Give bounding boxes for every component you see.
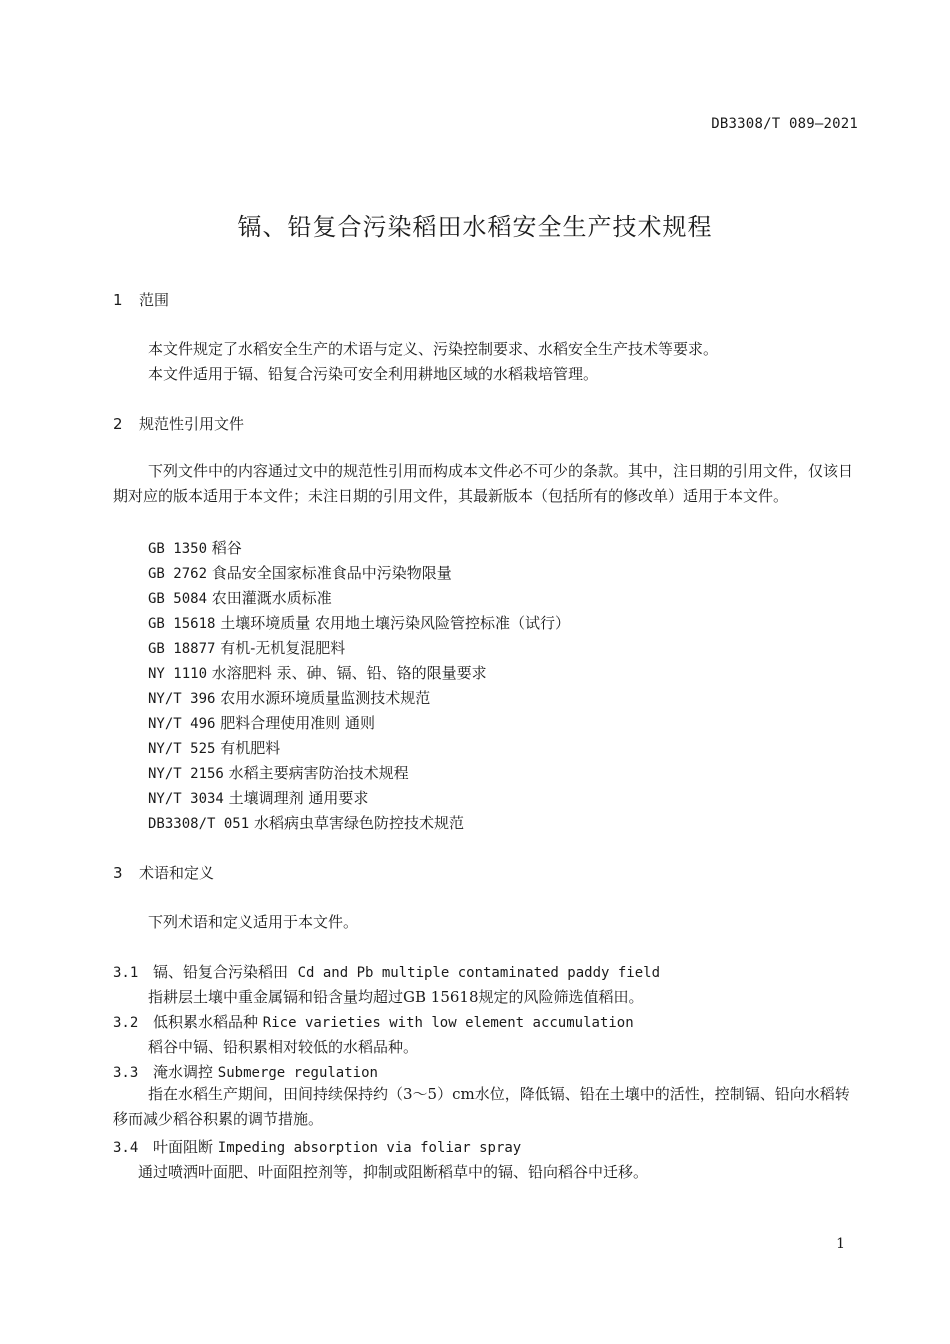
reference-title: 水溶肥料 汞、砷、镉、铅、铬的限量要求 — [211, 664, 487, 682]
document-title: 镉、铅复合污染稻田水稻安全生产技术规程 — [237, 213, 713, 241]
term-number: 3.1 — [113, 965, 139, 981]
reference-item — [148, 812, 464, 833]
paragraph: 本文件规定了水稻安全生产的术语与定义、污染控制要求、水稻安全生产技术等要求。 — [148, 340, 719, 358]
reference-item — [148, 562, 452, 583]
term-entry — [113, 1011, 634, 1032]
term-chinese: 淹水调控 — [153, 1063, 214, 1081]
reference-code: NY 1110 — [148, 666, 208, 682]
reference-title: 农用水源环境质量监测技术规范 — [220, 689, 431, 707]
reference-title: 稻谷 — [211, 539, 242, 557]
reference-title: 农田灌溉水质标准 — [211, 589, 332, 607]
section-title: 术语和定义 — [139, 864, 215, 882]
reference-item — [148, 612, 570, 633]
term-entry — [113, 1061, 378, 1082]
paragraph: 下列术语和定义适用于本文件。 — [148, 913, 359, 931]
section-number: 3 — [113, 864, 123, 882]
term-entry — [113, 961, 660, 982]
reference-item — [148, 737, 280, 758]
reference-code: DB3308/T 051 — [148, 816, 250, 832]
reference-code: NY/T 2156 — [148, 766, 224, 782]
term-chinese: 低积累水稻品种 — [153, 1013, 259, 1031]
term-definition: 稻谷中镉、铅积累相对较低的水稻品种。 — [148, 1038, 419, 1056]
term-number: 3.2 — [113, 1015, 139, 1031]
reference-item — [148, 712, 375, 733]
term-definition: 通过喷洒叶面肥、叶面阻控剂等，抑制或阻断稻草中的镉、铅向稻谷中迁移。 — [138, 1163, 649, 1181]
reference-title: 有机-无机复混肥料 — [220, 639, 346, 657]
reference-title: 土壤调理剂 通用要求 — [228, 789, 369, 807]
term-definition: 指耕层土壤中重金属镉和铅含量均超过GB 15618规定的风险筛选值稻田。 — [148, 988, 644, 1006]
reference-code: NY/T 3034 — [148, 791, 224, 807]
reference-item — [148, 687, 430, 708]
term-chinese: 镉、铅复合污染稻田 — [153, 963, 289, 981]
term-entry — [113, 1136, 521, 1157]
reference-code: GB 1350 — [148, 541, 208, 557]
term-number: 3.4 — [113, 1140, 139, 1156]
reference-item — [148, 637, 345, 658]
section-number: 2 — [113, 415, 123, 433]
reference-title: 土壤环境质量 农用地土壤污染风险管控标准（试行） — [220, 614, 570, 632]
reference-code: NY/T 525 — [148, 741, 216, 757]
reference-item — [148, 662, 487, 683]
reference-code: GB 2762 — [148, 566, 208, 582]
reference-title: 肥料合理使用准则 通则 — [220, 714, 375, 732]
reference-title: 水稻主要病害防治技术规程 — [228, 764, 409, 782]
section-title: 范围 — [139, 291, 170, 309]
section-2-heading — [113, 413, 244, 434]
reference-item — [148, 787, 368, 808]
section-3-heading — [113, 862, 214, 883]
reference-code: NY/T 496 — [148, 716, 216, 732]
reference-code: GB 18877 — [148, 641, 216, 657]
reference-item — [148, 762, 409, 783]
section-number: 1 — [113, 291, 123, 309]
reference-code: GB 15618 — [148, 616, 216, 632]
reference-title: 有机肥料 — [220, 739, 281, 757]
standard-code: DB3308/T 089—2021 — [711, 116, 858, 132]
reference-code: NY/T 396 — [148, 691, 216, 707]
term-english: Cd and Pb multiple contaminated paddy field — [297, 965, 660, 981]
paragraph: 本文件适用于镉、铅复合污染可安全利用耕地区域的水稻栽培管理。 — [148, 365, 599, 383]
section-1-heading — [113, 289, 169, 310]
reference-title: 水稻病虫草害绿色防控技术规范 — [253, 814, 464, 832]
term-definition: 指在水稻生产期间，田间持续保持约（3～5）cm水位，降低镉、铅在土壤中的活性，控制镉、铅向水稻转移而减少稻谷积累的调节措施。 — [113, 1085, 850, 1128]
term-number: 3.3 — [113, 1065, 139, 1081]
term-chinese: 叶面阻断 — [153, 1138, 214, 1156]
page-number: 1 — [836, 1236, 845, 1252]
reference-item — [148, 587, 332, 608]
reference-title: 食品安全国家标准食品中污染物限量 — [211, 564, 452, 582]
term-english: Rice varieties with low element accumulation — [262, 1015, 634, 1031]
paragraph: 下列文件中的内容通过文中的规范性引用而构成本文件必不可少的条款。其中，注日期的引用文件，仅该日期对应的版本适用于本文件；未注日期的引用文件，其最新版本（包括所有的修改单）适用于本文件。 — [113, 462, 854, 505]
reference-code: GB 5084 — [148, 591, 208, 607]
reference-item — [148, 537, 242, 558]
term-english: Submerge regulation — [217, 1065, 378, 1081]
term-english: Impeding absorption via foliar spray — [217, 1140, 522, 1156]
section-title: 规范性引用文件 — [139, 415, 245, 433]
